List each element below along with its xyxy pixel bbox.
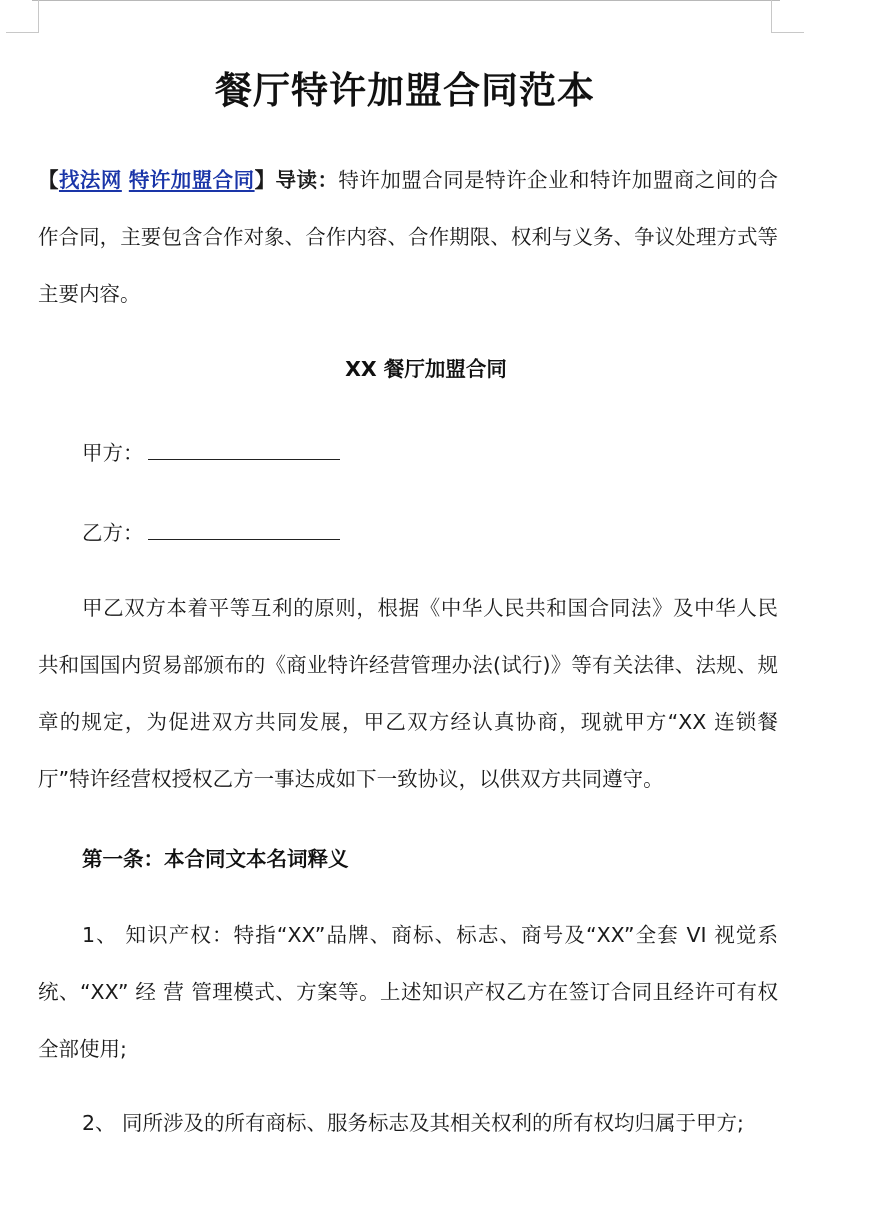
party-b-field [82,516,340,546]
party-a-blank-line [148,437,340,460]
party-b-blank-line [148,517,340,540]
party-b-label: 乙方： [82,521,144,545]
intro-bracket-close: 】 [254,168,276,192]
document-title: 餐厅特许加盟合同范本 [215,69,595,112]
intro-bracket-open: 【 [38,168,59,192]
crop-mark-top-left-horizontal [6,32,39,33]
party-a-label: 甲方： [82,441,144,465]
contract-title: XX 餐厅加盟合同 [345,357,507,381]
article-1-title: 第一条：本合同文本名词释义 [82,847,349,871]
intro-text: 特许加盟合同是特许企业和特许加盟商之间的合作合同，主要包含合作对象、合作内容、合作期限、权利与义务、争议处理方式等主要内容。 [38,168,779,306]
crop-mark-top-left-vertical [38,0,39,32]
intro-lead-label: 导读： [275,168,339,192]
crop-mark-top-right-horizontal [771,32,804,33]
crop-mark-top-right-vertical [771,0,772,32]
page-top-rule [32,0,780,1]
intro-paragraph [38,152,778,323]
franchise-contract-link[interactable]: 特许加盟合同 [128,168,255,192]
article-1-item-2: 2、 同所涉及的所有商标、服务标志及其相关权利的所有权均归属于甲方; [82,1111,744,1135]
article-1-item-1: 1、 知识产权：特指“XX”品牌、商标、标志、商号及“XX”全套 VI 视觉系统、“XX” 经 营 管理模式、方案等。上述知识产权乙方在签订合同且经许可有权全部使用; [38,923,778,1061]
findlaw-link[interactable]: 找法网 [58,168,122,192]
preamble-paragraph: 甲乙双方本着平等互利的原则，根据《中华人民共和国合同法》及中华人民共和国国内贸易部颁布的《商业特许经营管理办法(试行)》等有关法律、法规、规 章的规定，为促进双方共同发展，甲乙双方经认真协商，现就甲方“XX 连锁餐厅”特许经营权授权乙方一事达成如下一致协议，以供双方共同遵守。 [38,596,778,791]
party-a-field [82,436,340,466]
